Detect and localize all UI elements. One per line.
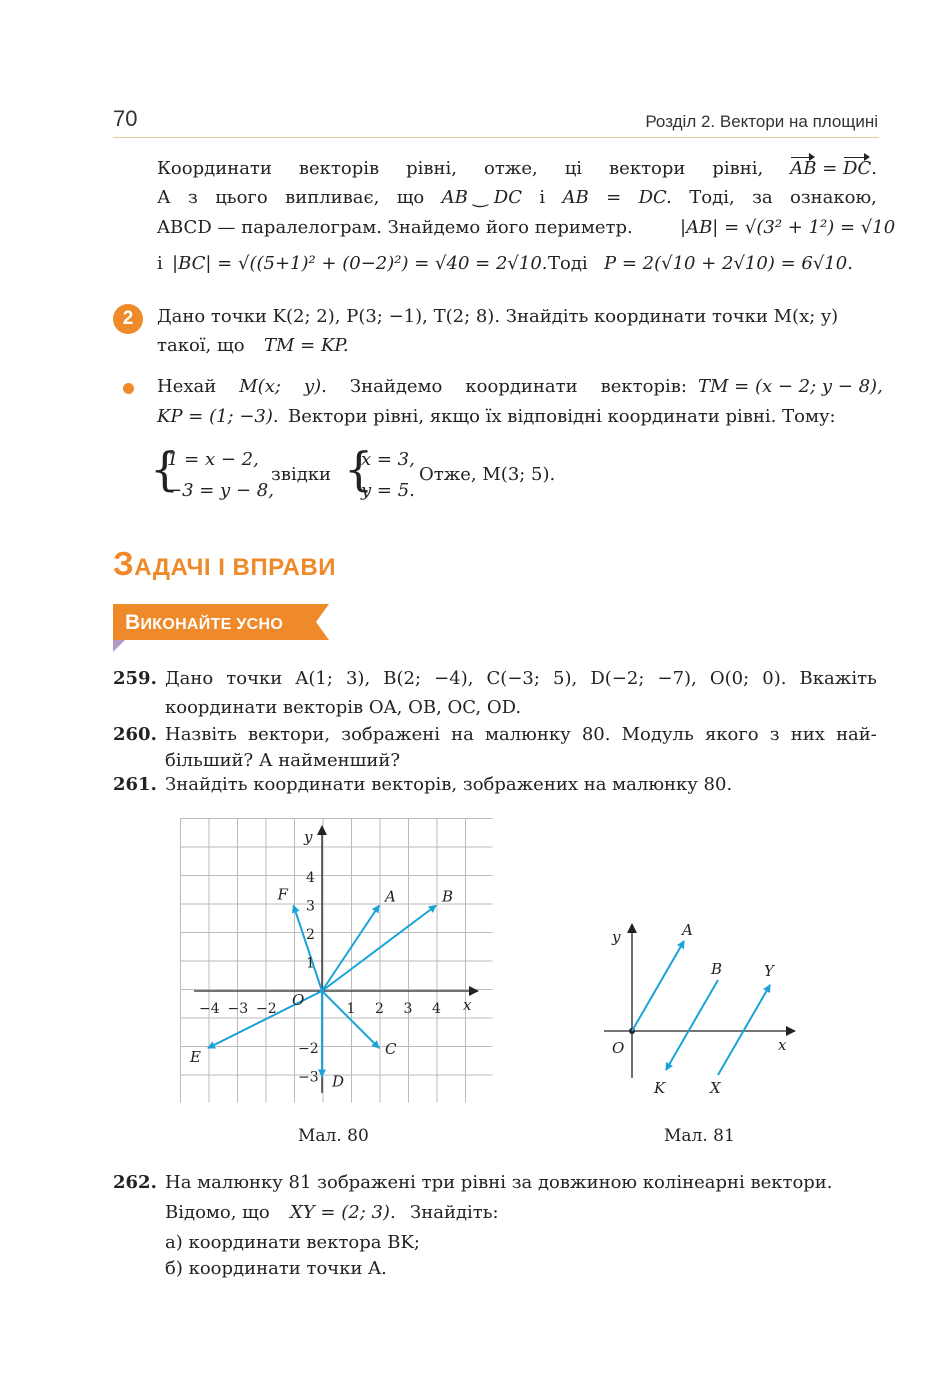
fig80-x-label: x — [463, 996, 472, 1014]
example2-formula: TM = KP. — [264, 335, 349, 356]
fig81-origin-label: O — [612, 1039, 625, 1057]
fig81-vector-bk — [666, 980, 718, 1070]
problem-262-line1: На малюнку 81 зображені три рівні за довжиною колінеарні вектори. — [165, 1172, 833, 1193]
fig80-origin-label: O — [292, 991, 305, 1009]
formula-perimeter: P = 2(√10 + 2√10) = 6√10. — [604, 253, 853, 274]
system2-eq1: x = 3, — [361, 449, 415, 470]
solution1-line2: А з цього випливає, що AB ‿ DC і AB = DC. Тоді, за ознакою, — [157, 187, 877, 208]
fig81-y-label: y — [612, 928, 621, 946]
problem-259-line2: координати векторів OA, OB, OC, OD. — [165, 697, 522, 718]
page-number: 70 — [113, 106, 138, 131]
system-brace-2: { — [344, 442, 374, 496]
fig80-label-b: B — [442, 887, 454, 906]
section-title: Розділ 2. Вектори на площині — [645, 112, 878, 131]
problem-261-number: 261. — [113, 774, 157, 795]
oral-tasks-banner: ВИКОНАЙТЕ УСНО — [113, 604, 329, 640]
vector-ab: AB — [790, 158, 817, 179]
fig80-y-tick: 4 — [306, 870, 315, 886]
problem-259-line1: Дано точки A(1; 3), B(2; −4), C(−3; 5), D(−2; −7), O(0; 0). Вкажіть — [165, 668, 877, 689]
system2-eq2: y = 5. — [361, 480, 415, 501]
fig81-label-x: X — [710, 1079, 721, 1097]
fig80-vector-a — [322, 906, 379, 992]
formula-kp: KP = (1; −3). — [157, 406, 279, 427]
fig81-label-y: Y — [764, 962, 774, 980]
solution1-line4-pre: і — [157, 253, 163, 274]
problem-259-number: 259. — [113, 668, 157, 689]
fig80-x-tick: 3 — [403, 1001, 413, 1017]
fig81-vector-xy — [718, 985, 770, 1075]
formula-ab-length: |AB| = √(3² + 1²) = √10 — [680, 217, 896, 238]
solution2-conclusion: Отже, M(3; 5). — [419, 464, 556, 485]
problem-260-number: 260. — [113, 724, 157, 745]
problem-262-line2-pre: Відомо, що — [165, 1202, 270, 1223]
fig81-label-k: K — [654, 1079, 666, 1097]
system-word: звідки — [271, 464, 332, 485]
fig80-label-d: D — [332, 1072, 345, 1091]
fig80-y-tick: 3 — [306, 898, 315, 915]
solution2-line2-text: Вектори рівні, якщо їх відповідні координати рівні. Тому: — [288, 406, 836, 427]
problem-262-item-a: а) координати вектора BK; — [165, 1232, 420, 1253]
problem-260-line1: Назвіть вектори, зображені на малюнку 80. Модуль якого з них най- — [165, 724, 877, 745]
fig80-y-tick: 1 — [306, 955, 315, 972]
fig80-vector-e — [208, 991, 322, 1048]
solution2-line1: Нехай M(x; y). Знайдемо координати векторів: — [157, 376, 687, 397]
figure-80 — [180, 818, 493, 1103]
formula-bc-length: |BC| = √((5+1)² + (0−2)²) = √40 = 2√10. — [172, 253, 548, 274]
solution1-line4-mid: Тоді — [548, 253, 588, 274]
fig80-label-e: E — [190, 1048, 201, 1066]
fig80-label-c: C — [385, 1040, 397, 1058]
vector-dc: DC — [843, 158, 872, 179]
example2-line1: Дано точки K(2; 2), P(3; −1), T(2; 8). Знайдіть координати точки M(x; y) — [157, 306, 839, 327]
fig80-x-tick: −4 — [199, 1001, 220, 1017]
header-rule — [113, 137, 879, 138]
fig80-y-tick: −2 — [298, 1041, 319, 1057]
fig80-x-tick: −3 — [227, 1001, 249, 1017]
problem-262-item-b: б) координати точки A. — [165, 1258, 387, 1279]
formula-tm: TM = (x − 2; y − 8), — [698, 376, 883, 397]
fig81-x-label: x — [778, 1036, 787, 1054]
fig80-x-tick: −2 — [256, 1001, 277, 1017]
fig80-x-tick: 2 — [375, 1001, 384, 1017]
fig80-vector-b — [322, 906, 436, 992]
fig80-y-tick: 2 — [306, 927, 315, 943]
solution1-line1: Координати векторів рівні, отже, ці вектори рівні, AB = DC. — [157, 158, 877, 179]
fig80-label-a: A — [385, 887, 396, 906]
problem-261-line1: Знайдіть координати векторів, зображених на малюнку 80. — [165, 774, 733, 795]
tasks-title: ЗАДАЧІ І ВПРАВИ — [113, 545, 336, 582]
solution-bullet-icon — [123, 383, 134, 394]
fig80-vector-c — [322, 991, 379, 1048]
fig80-label-f: F — [277, 885, 288, 904]
example-number-badge: 2 — [113, 304, 143, 334]
figure-81-caption: Мал. 81 — [664, 1126, 735, 1146]
fig80-y-label: y — [304, 828, 313, 846]
problem-262-line2-post: Знайдіть: — [410, 1202, 499, 1223]
fig81-label-b: B — [711, 960, 723, 978]
fig80-x-tick: 1 — [346, 1001, 356, 1017]
solution1-line3-text: ABCD — паралелограм. Знайдемо його периметр. — [157, 217, 633, 238]
figure-81 — [598, 918, 803, 1103]
fig81-vector-oa — [632, 941, 684, 1031]
system1-eq1: 1 = x − 2, — [167, 449, 259, 470]
formula-xy: XY = (2; 3). — [290, 1202, 396, 1223]
problem-262-number: 262. — [113, 1172, 157, 1193]
fig80-x-tick: 4 — [432, 1001, 441, 1017]
system1-eq2: −3 = y − 8, — [167, 480, 274, 501]
fig80-vector-f — [294, 906, 323, 992]
example2-line2-text: такої, що — [157, 335, 245, 356]
system-brace-1: { — [150, 442, 180, 496]
figure-80-caption: Мал. 80 — [298, 1126, 369, 1146]
fig81-label-a: A — [682, 921, 693, 939]
problem-260-line2: більший? А найменший? — [165, 750, 401, 771]
fig80-y-tick: −3 — [298, 1069, 319, 1086]
